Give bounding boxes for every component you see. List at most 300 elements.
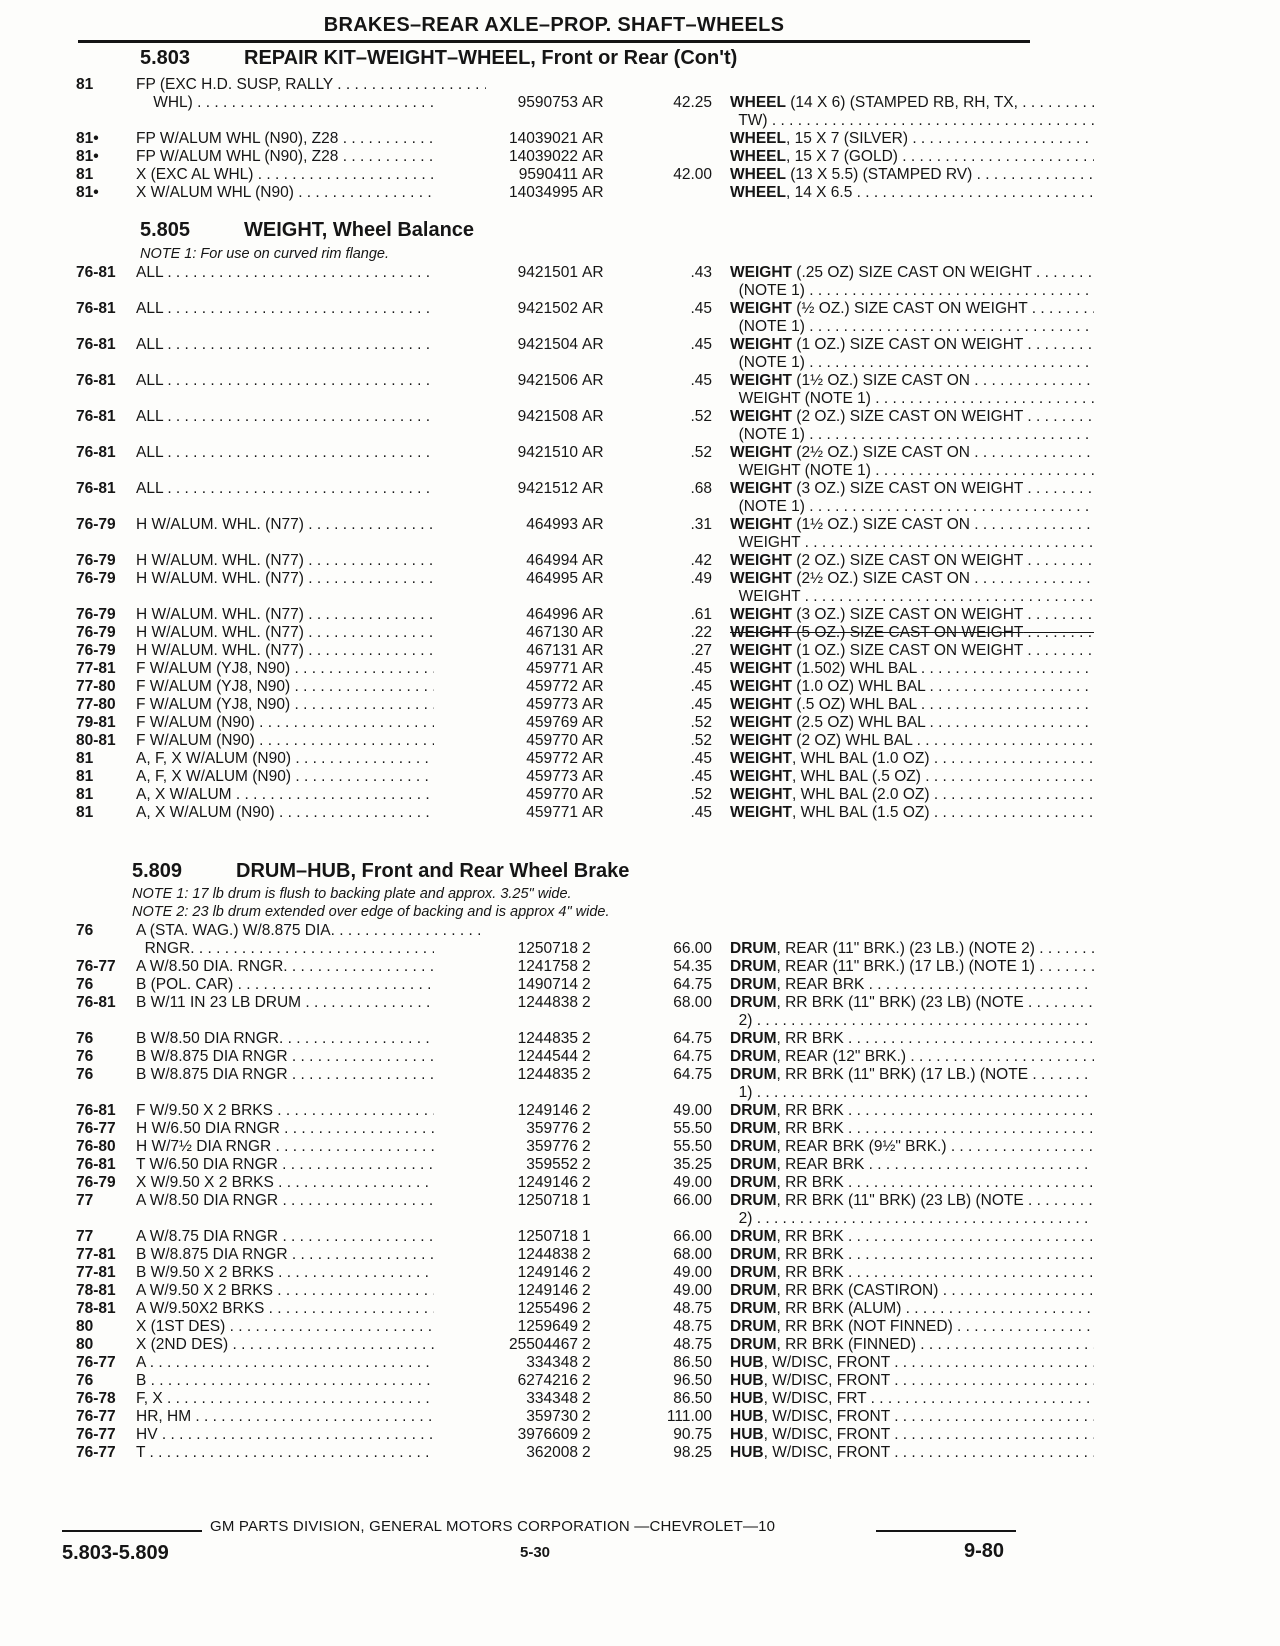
row-description-keyword: WEIGHT [730, 750, 792, 767]
parts-row [66, 678, 1036, 696]
row-model: H W/ALUM. WHL. (N77) . . . [136, 552, 486, 570]
parts-row [66, 354, 1036, 372]
row-model: X (EXC AL WHL) . . . [136, 166, 486, 184]
parts-row [66, 1336, 1036, 1354]
row-description-text: (NOTE 1) [730, 282, 805, 299]
row-model: A W/9.50X2 BRKS . . . [136, 1300, 486, 1318]
row-description-keyword: WEIGHT [730, 480, 792, 497]
row-description-text: (1½ OZ.) SIZE CAST ON [792, 372, 970, 389]
row-description-keyword: WEIGHT [730, 300, 792, 317]
row-description-keyword: HUB [730, 1372, 764, 1389]
row-model: T . . . [136, 1444, 486, 1462]
row-part-number: 1255496 [434, 1300, 578, 1318]
section-note: NOTE 1: For use on curved rim flange. [140, 246, 390, 262]
row-years: 81• [76, 148, 99, 165]
row-part-number: 459772 [434, 678, 578, 696]
row-part-number: 459770 [434, 786, 578, 804]
row-years: 76-80 [76, 1138, 116, 1155]
parts-row [66, 1192, 1036, 1210]
parts-row [66, 750, 1036, 768]
parts-row [66, 318, 1036, 336]
footer-group-range: 5.803-5.809 [62, 1542, 169, 1564]
parts-row [66, 1066, 1036, 1084]
row-description [730, 166, 1094, 184]
row-years: 76-81 [76, 372, 116, 389]
row-model: F, X . . . [136, 1390, 486, 1408]
parts-row [66, 282, 1036, 300]
row-part-number: 9421510 [434, 444, 578, 462]
row-description-text: (1 OZ.) SIZE CAST ON WEIGHT [792, 642, 1024, 659]
row-years: 77-81 [76, 1264, 116, 1281]
row-years: 81• [76, 130, 99, 147]
row-description-text: 2) [730, 1012, 753, 1029]
parts-row [66, 1012, 1036, 1030]
row-description-text: , RR BRK (NOT FINNED) [776, 1318, 953, 1335]
row-years: 76-77 [76, 1408, 116, 1425]
row-description-text: , WHL BAL (1.5 OZ) [792, 804, 930, 821]
row-description [730, 462, 1094, 480]
row-description-text: 2) [730, 1210, 753, 1227]
row-quantity: AR [582, 660, 604, 677]
row-quantity: 2 [582, 1336, 591, 1353]
row-part-number: 1250718 [434, 940, 578, 958]
row-quantity: 2 [582, 1354, 591, 1371]
row-description-text: , RR BRK [776, 1030, 844, 1047]
row-price: .45 [690, 750, 712, 767]
row-model: A . . . [136, 1354, 486, 1372]
row-description-text: , RR BRK [776, 1102, 844, 1119]
row-years: 80 [76, 1318, 94, 1335]
parts-row [66, 76, 1036, 94]
row-description [730, 1174, 1094, 1192]
row-quantity: AR [582, 372, 604, 389]
row-description [730, 184, 1094, 202]
row-description-keyword: WEIGHT [730, 804, 792, 821]
row-price: 64.75 [673, 976, 712, 993]
row-part-number: 1244835 [434, 1066, 578, 1084]
row-price: 66.00 [673, 1192, 712, 1209]
row-years: 81 [76, 750, 94, 767]
row-description-text: , WHL BAL (.5 OZ) [792, 768, 921, 785]
row-model: A (STA. WAG.) W/8.875 DIA. . . . [136, 922, 486, 940]
row-model: ALL . . . [136, 372, 486, 390]
row-years: 81• [76, 184, 99, 201]
row-description [730, 804, 1094, 822]
row-quantity: AR [582, 750, 604, 767]
row-description-text: , REAR BRK [776, 976, 865, 993]
row-quantity: 2 [582, 1120, 591, 1137]
row-model: X W/ALUM WHL (N90) . . . [136, 184, 486, 202]
parts-row [66, 696, 1036, 714]
row-quantity: AR [582, 678, 604, 695]
row-years: 80-81 [76, 732, 116, 749]
row-description [730, 1192, 1094, 1210]
parts-row [66, 804, 1036, 822]
row-description-keyword: WEIGHT [730, 714, 792, 731]
row-description-keyword: WEIGHT [730, 408, 792, 425]
row-description [730, 642, 1094, 660]
row-model: H W/ALUM. WHL. (N77) . . . [136, 642, 486, 660]
header-rule [78, 40, 1030, 43]
row-description [730, 588, 1094, 606]
row-years: 76-77 [76, 1426, 116, 1443]
parts-row [66, 336, 1036, 354]
row-years: 80 [76, 1336, 94, 1353]
row-years: 77 [76, 1228, 94, 1245]
row-years: 76-77 [76, 1120, 116, 1137]
parts-row [66, 1138, 1036, 1156]
row-part-number: 362008 [434, 1444, 578, 1462]
row-years: 77-80 [76, 696, 116, 713]
row-part-number: 459769 [434, 714, 578, 732]
row-years: 76-81 [76, 408, 116, 425]
row-quantity: AR [582, 570, 604, 587]
parts-row [66, 732, 1036, 750]
row-description [730, 1408, 1094, 1426]
row-part-number: 14039022 [434, 148, 578, 166]
row-description-keyword: WEIGHT [730, 660, 792, 677]
row-description-keyword: DRUM [730, 1120, 777, 1137]
parts-row [66, 534, 1036, 552]
row-description-keyword: DRUM [730, 1174, 777, 1191]
row-description-text: (2 OZ.) SIZE CAST ON WEIGHT [792, 552, 1024, 569]
row-price: 66.00 [673, 1228, 712, 1245]
row-description-keyword: DRUM [730, 1156, 777, 1173]
section-title: WEIGHT, Wheel Balance [244, 219, 475, 241]
row-description-keyword: WEIGHT [730, 696, 792, 713]
row-description-text: (1 OZ.) SIZE CAST ON WEIGHT [792, 336, 1024, 353]
row-model: WHL) . . . [136, 94, 486, 112]
row-description [730, 112, 1094, 130]
row-price: 48.75 [673, 1300, 712, 1317]
row-description-keyword: DRUM [730, 1318, 777, 1335]
row-quantity: 2 [582, 1102, 591, 1119]
row-price: .45 [690, 804, 712, 821]
row-description-keyword: DRUM [730, 1246, 777, 1263]
parts-row [66, 1210, 1036, 1228]
parts-row [66, 94, 1036, 112]
row-description-text: , RR BRK [776, 1264, 844, 1281]
row-part-number: 9421504 [434, 336, 578, 354]
row-model: A, X W/ALUM . . . [136, 786, 486, 804]
row-years: 76-77 [76, 1354, 116, 1371]
row-quantity: 2 [582, 1048, 591, 1065]
row-quantity: AR [582, 606, 604, 623]
row-model: FP (EXC H.D. SUSP, RALLY . . . [136, 76, 486, 94]
row-description [730, 1426, 1094, 1444]
row-description-text: (5 OZ.) SIZE CAST ON WEIGHT [792, 624, 1024, 641]
row-description-text: , RR BRK (11" BRK) (23 LB) (NOTE [776, 1192, 1024, 1209]
row-part-number: 9421502 [434, 300, 578, 318]
row-description-keyword: WEIGHT [730, 570, 792, 587]
row-price: 42.25 [673, 94, 712, 111]
parts-row [66, 408, 1036, 426]
row-part-number: 467131 [434, 642, 578, 660]
row-description [730, 786, 1094, 804]
row-description [730, 516, 1094, 534]
row-description-text: , RR BRK [776, 1174, 844, 1191]
parts-row [66, 300, 1036, 318]
row-description [730, 130, 1094, 148]
row-part-number: 1249146 [434, 1174, 578, 1192]
row-years: 76-79 [76, 1174, 116, 1191]
row-description-keyword: WEIGHT [730, 624, 792, 641]
footer-date: 9-80 [964, 1540, 1005, 1562]
row-years: 76-79 [76, 570, 116, 587]
row-price: 96.50 [673, 1372, 712, 1389]
row-description-keyword: WHEEL [730, 148, 786, 165]
row-description-text: 1) [730, 1084, 753, 1101]
row-years: 76-77 [76, 958, 116, 975]
parts-row [66, 1246, 1036, 1264]
row-model: F W/ALUM (YJ8, N90) . . . [136, 660, 486, 678]
row-model: F W/ALUM (YJ8, N90) . . . [136, 696, 486, 714]
row-description-keyword: WEIGHT [730, 768, 792, 785]
row-years: 76-81 [76, 480, 116, 497]
row-model: A, F, X W/ALUM (N90) . . . [136, 750, 486, 768]
row-quantity: 2 [582, 1030, 591, 1047]
row-part-number: 1490714 [434, 976, 578, 994]
row-price: .45 [690, 300, 712, 317]
row-years: 76 [76, 1048, 94, 1065]
row-part-number: 464995 [434, 570, 578, 588]
row-model: F W/ALUM (N90) . . . [136, 732, 486, 750]
row-part-number: 9421508 [434, 408, 578, 426]
row-description [730, 1336, 1094, 1354]
section-title: REPAIR KIT–WEIGHT–WHEEL, Front or Rear (Con't) [244, 47, 738, 69]
row-part-number: 1241758 [434, 958, 578, 976]
row-quantity: 1 [582, 1228, 591, 1245]
row-part-number: 14039021 [434, 130, 578, 148]
row-part-number: 334348 [434, 1390, 578, 1408]
row-description-text: , WHL BAL (2.0 OZ) [792, 786, 930, 803]
row-quantity: AR [582, 264, 604, 281]
row-part-number: 459773 [434, 768, 578, 786]
parts-row [66, 498, 1036, 516]
row-price: 42.00 [673, 166, 712, 183]
row-quantity: AR [582, 714, 604, 731]
row-part-number: 9421512 [434, 480, 578, 498]
row-description-keyword: DRUM [730, 1300, 777, 1317]
row-description-text: WEIGHT (NOTE 1) [730, 462, 871, 479]
parts-row [66, 958, 1036, 976]
section-number: 5.803 [140, 47, 191, 69]
row-quantity: 2 [582, 1390, 591, 1407]
row-years: 79-81 [76, 714, 116, 731]
row-model: H W/ALUM. WHL. (N77) . . . [136, 624, 486, 642]
row-description [730, 1012, 1094, 1030]
row-description-text: (.25 OZ) SIZE CAST ON WEIGHT [792, 264, 1032, 281]
parts-row [66, 480, 1036, 498]
row-description-text: , 14 X 6.5 [785, 184, 853, 201]
row-model: X (1ST DES) . . . [136, 1318, 486, 1336]
row-description-text: (3 OZ.) SIZE CAST ON WEIGHT [792, 606, 1024, 623]
row-price: 35.25 [673, 1156, 712, 1173]
row-description-text: , REAR (12" BRK.) [776, 1048, 907, 1065]
row-description-text: (NOTE 1) [730, 426, 805, 443]
row-description-keyword: DRUM [730, 1102, 777, 1119]
row-part-number: 3976609 [434, 1426, 578, 1444]
row-description-text: (1.502) WHL BAL [792, 660, 917, 677]
row-description [730, 480, 1094, 498]
row-description-text: , 15 X 7 (GOLD) [785, 148, 898, 165]
row-model: T W/6.50 DIA RNGR . . . [136, 1156, 486, 1174]
footer-rule-right [876, 1530, 1016, 1532]
row-description [730, 1444, 1094, 1462]
row-part-number: 459772 [434, 750, 578, 768]
row-description-keyword: HUB [730, 1390, 764, 1407]
row-years: 78-81 [76, 1282, 116, 1299]
row-description-text: , W/DISC, FRONT [763, 1354, 890, 1371]
row-quantity: 2 [582, 1264, 591, 1281]
row-description [730, 444, 1094, 462]
row-price: 49.00 [673, 1174, 712, 1191]
row-description-text: , 15 X 7 (SILVER) [785, 130, 909, 147]
row-description [730, 1138, 1094, 1156]
row-model: ALL . . . [136, 408, 486, 426]
row-model: ALL . . . [136, 444, 486, 462]
parts-row [66, 112, 1036, 130]
row-description [730, 372, 1094, 390]
section-number: 5.809 [132, 860, 183, 882]
row-description [730, 318, 1094, 336]
parts-row [66, 1372, 1036, 1390]
row-model: HR, HM . . . [136, 1408, 486, 1426]
section-number: 5.805 [140, 219, 191, 241]
row-price: 68.00 [673, 1246, 712, 1263]
row-years: 77-81 [76, 660, 116, 677]
row-part-number: 1250718 [434, 1192, 578, 1210]
parts-row [66, 1300, 1036, 1318]
row-description-keyword: DRUM [730, 1336, 777, 1353]
row-price: .31 [690, 516, 712, 533]
row-description-keyword: DRUM [730, 976, 777, 993]
row-quantity: AR [582, 336, 604, 353]
row-years: 76 [76, 922, 94, 939]
row-description [730, 1318, 1094, 1336]
row-quantity: 2 [582, 1300, 591, 1317]
row-quantity: 2 [582, 1426, 591, 1443]
parts-row [66, 624, 1036, 642]
row-years: 76 [76, 1066, 94, 1083]
row-description-keyword: DRUM [730, 1192, 777, 1209]
row-quantity: AR [582, 552, 604, 569]
row-quantity: 2 [582, 1282, 591, 1299]
row-description-text: , REAR BRK [776, 1156, 865, 1173]
row-part-number: 334348 [434, 1354, 578, 1372]
parts-row [66, 714, 1036, 732]
row-quantity: 1 [582, 1192, 591, 1209]
row-description-keyword: DRUM [730, 1228, 777, 1245]
row-quantity: 2 [582, 958, 591, 975]
row-years: 76-81 [76, 1102, 116, 1119]
row-part-number: 9421501 [434, 264, 578, 282]
row-model: A W/8.50 DIA. RNGR. . . . [136, 958, 486, 976]
parts-row [66, 922, 1036, 940]
row-description-text: , RR BRK (FINNED) [776, 1336, 916, 1353]
row-description-keyword: WEIGHT [730, 642, 792, 659]
row-description [730, 534, 1094, 552]
row-description [730, 940, 1094, 958]
row-years: 77-80 [76, 678, 116, 695]
row-model: ALL . . . [136, 480, 486, 498]
row-model: B W/9.50 X 2 BRKS . . . [136, 1264, 486, 1282]
row-years: 81 [76, 166, 94, 183]
row-description-text: (2 OZ.) SIZE CAST ON WEIGHT [792, 408, 1024, 425]
row-years: 76-79 [76, 642, 116, 659]
row-description [730, 1246, 1094, 1264]
row-part-number: 9421506 [434, 372, 578, 390]
row-part-number: 464996 [434, 606, 578, 624]
row-description-keyword: DRUM [730, 958, 777, 975]
row-price: 49.00 [673, 1264, 712, 1281]
row-description-keyword: WHEEL [730, 184, 786, 201]
row-model: A, F, X W/ALUM (N90) . . . [136, 768, 486, 786]
parts-row [66, 426, 1036, 444]
row-model: ALL . . . [136, 300, 486, 318]
row-price: .49 [690, 570, 712, 587]
row-part-number: 1249146 [434, 1282, 578, 1300]
row-description-text: (1½ OZ.) SIZE CAST ON [792, 516, 970, 533]
parts-row [66, 1426, 1036, 1444]
row-description [730, 1354, 1094, 1372]
row-description-keyword: WEIGHT [730, 264, 792, 281]
parts-row [66, 184, 1036, 202]
row-price: 64.75 [673, 1048, 712, 1065]
row-model: ALL . . . [136, 264, 486, 282]
section-heading-5805 [140, 219, 474, 242]
row-description-keyword: HUB [730, 1354, 764, 1371]
section-note: NOTE 2: 23 lb drum extended over edge of backing and is approx 4" wide. [132, 904, 610, 920]
row-model: F W/ALUM (N90) . . . [136, 714, 486, 732]
row-price: .61 [690, 606, 712, 623]
parts-row [66, 1030, 1036, 1048]
row-years: 76-81 [76, 336, 116, 353]
row-quantity: 2 [582, 1318, 591, 1335]
parts-row [66, 372, 1036, 390]
row-model: H W/ALUM. WHL. (N77) . . . [136, 606, 486, 624]
row-quantity: AR [582, 148, 604, 165]
row-years: 76-78 [76, 1390, 116, 1407]
row-quantity: 2 [582, 1408, 591, 1425]
row-price: 49.00 [673, 1282, 712, 1299]
row-part-number: 359552 [434, 1156, 578, 1174]
row-description [730, 1390, 1094, 1408]
row-description-keyword: WEIGHT [730, 516, 792, 533]
row-price: 66.00 [673, 940, 712, 957]
row-model: A, X W/ALUM (N90) . . . [136, 804, 486, 822]
parts-row [66, 462, 1036, 480]
row-description [730, 1282, 1094, 1300]
row-quantity: 2 [582, 1444, 591, 1461]
row-part-number: 14034995 [434, 184, 578, 202]
row-price: 68.00 [673, 994, 712, 1011]
row-quantity: AR [582, 300, 604, 317]
row-description [730, 1264, 1094, 1282]
row-price: 48.75 [673, 1336, 712, 1353]
parts-row [66, 1282, 1036, 1300]
row-description [730, 336, 1094, 354]
row-description [730, 732, 1094, 750]
row-price: 48.75 [673, 1318, 712, 1335]
row-part-number: 359730 [434, 1408, 578, 1426]
row-description-text: (NOTE 1) [730, 318, 805, 335]
row-description-text: WEIGHT [730, 588, 801, 605]
row-price: .45 [690, 678, 712, 695]
parts-row [66, 570, 1036, 588]
row-description [730, 660, 1094, 678]
row-price: .52 [690, 714, 712, 731]
